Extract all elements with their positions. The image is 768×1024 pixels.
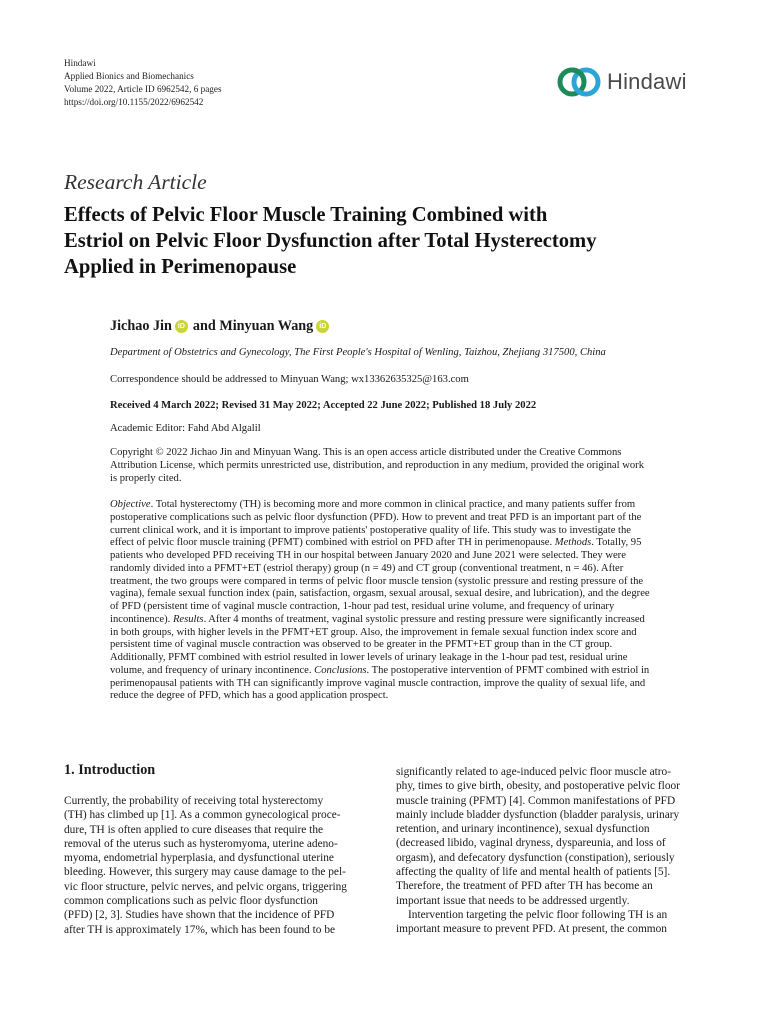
abstract-line: reduce the degree of PFD, which has a good application prospect.	[110, 690, 389, 702]
body-line: orgasm), and defecatory dysfunction (constipation), seriously	[396, 851, 675, 864]
section-heading: 1. Introduction	[64, 762, 156, 778]
abstract-line: Additionally, PFMT combined with estriol resulted in lower levels of urinary leakage in the 1-hour pad test, residual urine	[110, 652, 628, 663]
abstract-label: Conclusions	[314, 664, 367, 676]
abstract-line: volume, and frequency of urinary incontinence. Conclusions. The postoperative intervention of PFMT combined with estriol in	[110, 664, 650, 676]
abstract-line: incontinence). Results. After 4 months of treatment, vaginal systolic pressure and resting pressure were significantly increased	[110, 613, 645, 625]
body-line: important measure to prevent PFD. At present, the common	[396, 923, 667, 936]
abstract-line: persistent time of vaginal muscle contraction was observed to be greater in the PFMT+ET group than in the CT group.	[110, 639, 613, 651]
abstract-line: in both groups, with higher levels in the PFMT+ET group. Also, the improvement in female sexual function index score and	[110, 626, 637, 638]
abstract-line: effect of pelvic floor muscle training (PFMT) combined with estriol on PFD after TH in perimenopause. Methods. Totally, 95	[110, 537, 642, 549]
body-line: Therefore, the treatment of PFD after TH has become an	[396, 880, 653, 893]
abstract-line: patients who developed PFD receiving TH in our hospital between January 2020 and June 2021 were selected. They were	[110, 550, 626, 561]
volume-info: Volume 2022, Article ID 6962542, 6 pages	[64, 84, 222, 94]
body-line: phy, times to give birth, obesity, and postoperative pelvic floor	[396, 780, 680, 793]
journal-header	[64, 57, 364, 109]
body-line: retention, and urinary incontinence), sexual dysfunction	[396, 823, 650, 836]
author-name[interactable]: Minyuan Wang	[219, 318, 314, 334]
body-line: Intervention targeting the pelvic floor following TH is an	[408, 908, 668, 921]
logo-text: Hindawi	[607, 69, 687, 94]
body-line: common complications such as pelvic floor dysfunction	[64, 895, 318, 908]
journal-name: Applied Bionics and Biomechanics	[64, 71, 194, 81]
article-type: Research Article	[64, 170, 207, 194]
orcid-icon[interactable]: iD	[175, 320, 188, 333]
title-line: Effects of Pelvic Floor Muscle Training Combined with	[64, 204, 548, 226]
body-line: (TH) has climbed up [1]. As a common gynecological proce-	[64, 809, 341, 822]
body-line: (decreased libido, vaginal dryness, dyspareunia, and loss of	[396, 837, 666, 850]
abstract	[110, 499, 710, 703]
article-title	[64, 202, 724, 280]
author-list	[110, 318, 334, 335]
abstract-line: treatment, the two groups were compared in terms of pelvic floor muscle tension (systolic pressure and resting pressure of the	[110, 575, 644, 587]
abstract-line: current clinical work, and it is important to improve patients' postoperative quality of life. This study was to investigate the	[110, 524, 631, 536]
body-line: bleeding. However, this surgery may cause damage to the pel-	[64, 866, 346, 879]
body-line: dure, TH is often applied to cure diseases that require the	[64, 823, 324, 836]
body-column-left	[64, 794, 380, 937]
correspondence: Correspondence should be addressed to Minyuan Wang; wx13362635325@163.com	[110, 374, 469, 385]
body-line: after TH is approximately 17%, which has been found to be	[64, 923, 336, 936]
body-line: vic floor structure, pelvic nerves, and pelvic organs, triggering	[64, 880, 347, 893]
abstract-line: vagina), female sexual function index (pain, satisfaction, orgasm, sexual arousal, sexual desire, and lubrication), and the degree	[110, 588, 650, 600]
abstract-label: Objective	[110, 499, 151, 510]
body-line: (PFD) [2, 3]. Studies have shown that the incidence of PFD	[64, 909, 335, 922]
title-line: Estriol on Pelvic Floor Dysfunction after Total Hysterectomy	[64, 230, 597, 252]
body-column-right	[396, 765, 712, 937]
body-line: myoma, endometrial hyperplasia, and dysfunctional uterine	[64, 852, 334, 865]
affiliation: Department of Obstetrics and Gynecology, The First People's Hospital of Wenling, Taizhou, Zhejiang 317500, China	[110, 347, 606, 358]
copyright-line: is properly cited.	[110, 472, 182, 484]
title-line: Applied in Perimenopause	[64, 256, 297, 278]
body-line: affecting the quality of life and mental health of patients [5].	[396, 866, 671, 879]
orcid-icon[interactable]: iD	[316, 320, 329, 333]
publisher-name: Hindawi	[64, 58, 96, 68]
body-line: important issue that needs to be addressed urgently.	[396, 894, 630, 907]
doi-link[interactable]: https://doi.org/10.1155/2022/6962542	[64, 97, 204, 107]
abstract-line: randomly divided into a PFMT+ET (estriol therapy) group (n = 49) and CT group (conventional treatment, n = 46). After	[110, 562, 624, 574]
body-line: removal of the uterus such as hysteromyoma, uterine adeno-	[64, 837, 338, 850]
publication-dates: Received 4 March 2022; Revised 31 May 2022; Accepted 22 June 2022; Published 18 July 2022	[110, 400, 537, 411]
abstract-line: postoperative complications such as pelvic floor dysfunction (PFD). How to prevent and treat PFD is an important part of the	[110, 511, 642, 523]
body-line: Currently, the probability of receiving total hysterectomy	[64, 795, 324, 807]
copyright-notice	[110, 447, 710, 485]
abstract-label: Results	[172, 613, 204, 625]
body-line: muscle training (PFMT) [4]. Common manifestations of PFD	[396, 794, 676, 807]
hindawi-logo	[556, 62, 687, 102]
author-name[interactable]: Jichao Jin	[110, 318, 172, 334]
abstract-label: Methods	[554, 537, 592, 549]
body-line: significantly related to age-induced pelvic floor muscle atro-	[396, 766, 671, 778]
copyright-line: Attribution License, which permits unrestricted use, distribution, and reproduction in any medium, provided the original work	[110, 459, 644, 471]
author-connector: and	[192, 318, 216, 334]
hindawi-logo-icon	[556, 64, 602, 100]
abstract-line: Objective. Total hysterectomy (TH) is becoming more and more common in clinical practice, and many patients suffer from	[110, 499, 636, 510]
academic-editor: Academic Editor: Fahd Abd Algalil	[110, 423, 261, 434]
copyright-line: Copyright © 2022 Jichao Jin and Minyuan Wang. This is an open access article distributed under the Creative Commons	[110, 447, 622, 458]
abstract-line: of PFD (persistent time of vaginal muscle contraction, 1-hour pad test, residual urine volume, and frequency of urinary	[110, 601, 615, 612]
body-line: mainly include bladder dysfunction (bladder paralysis, urinary	[396, 808, 680, 821]
abstract-line: perimenopausal patients with TH can significantly improve vaginal muscle contraction, improve the quality of sexual life, and	[110, 677, 646, 689]
